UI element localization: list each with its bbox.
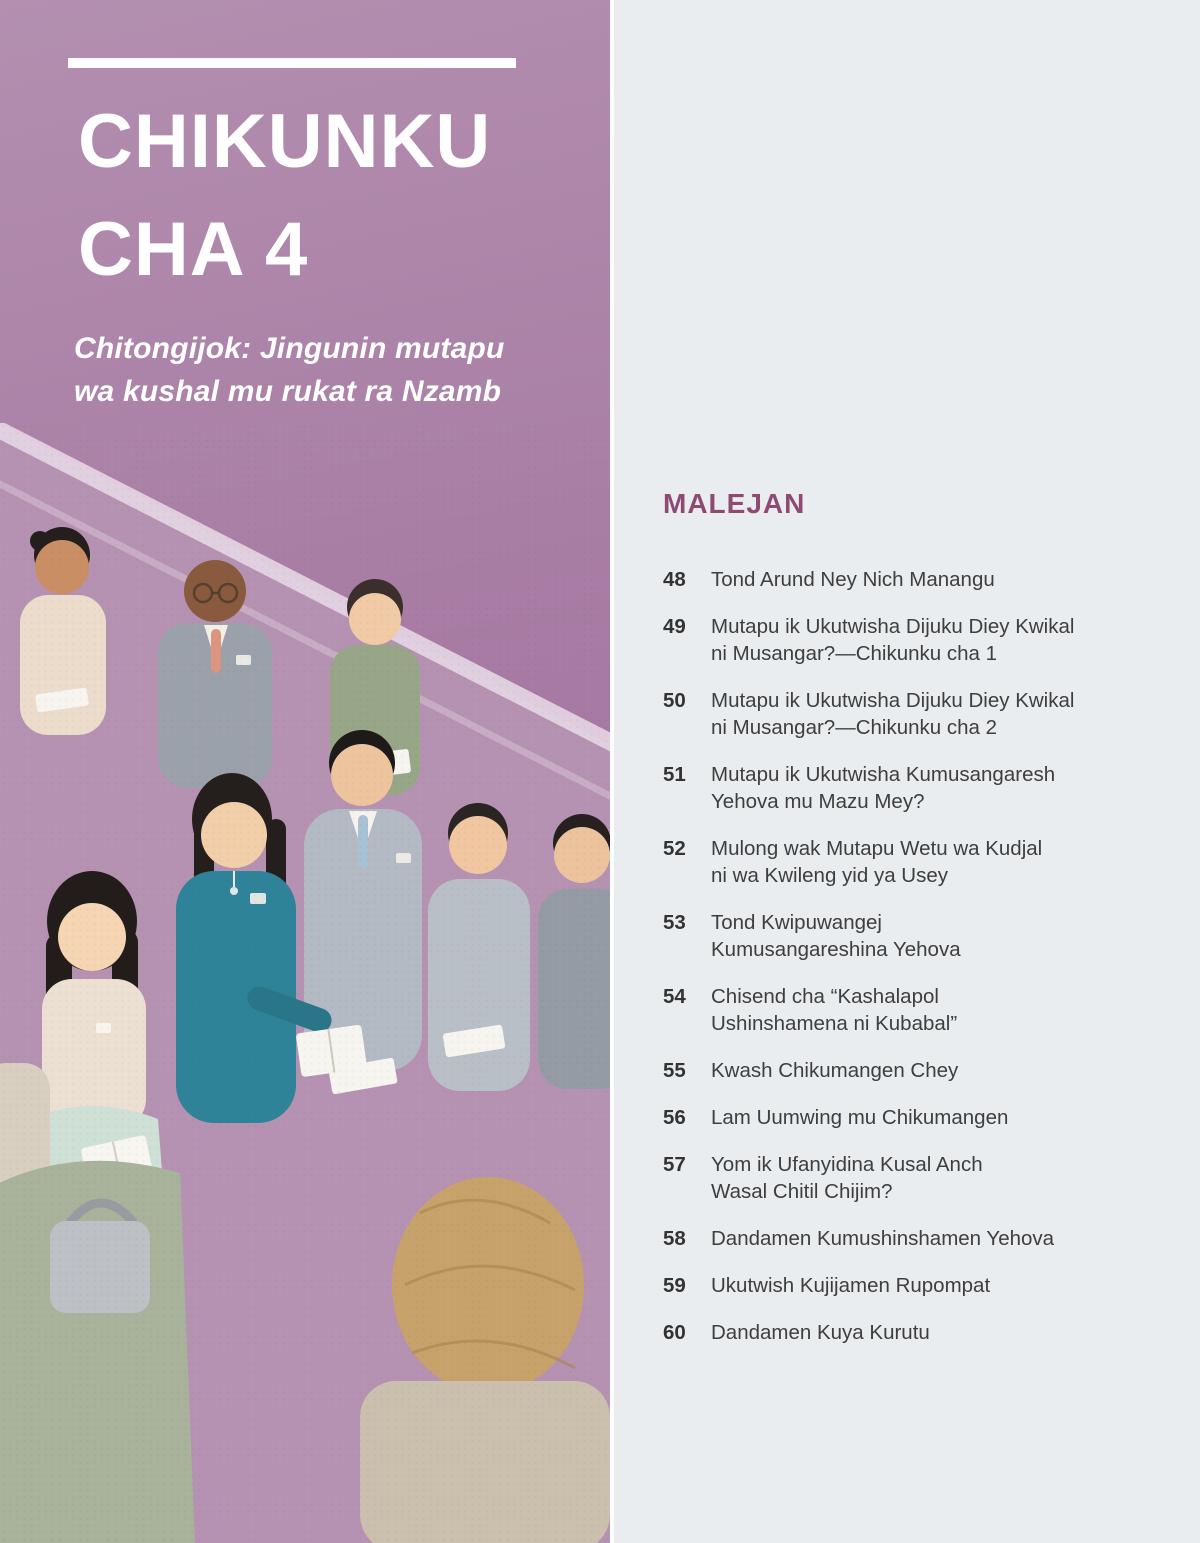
section-title-line2: CHA 4	[78, 206, 309, 292]
table-of-contents	[614, 0, 1200, 1346]
toc-item[interactable]	[663, 566, 1164, 593]
toc-item-title: Dandamen Kuya Kurutu	[711, 1321, 930, 1344]
toc-item-title: Chisend cha “Kashalapol Ushinshamena ni Kubabal”	[711, 985, 958, 1035]
section-subtitle-line1: Chitongijok: Jingunin mutapu	[74, 332, 505, 365]
toc-item-number: 51	[663, 763, 686, 786]
toc-item-number: 57	[663, 1153, 686, 1176]
toc-item-number: 59	[663, 1274, 686, 1297]
toc-item-title: Dandamen Kumushinshamen Yehova	[711, 1227, 1055, 1250]
toc-item-number: 56	[663, 1106, 686, 1129]
toc-item-number: 50	[663, 689, 686, 712]
toc-item[interactable]	[663, 1319, 1164, 1346]
toc-item-number: 53	[663, 911, 686, 934]
toc-item-title: Yom ik Ufanyidina Kusal Anch Wasal Chitil Chijim?	[711, 1153, 983, 1203]
toc-item-number: 55	[663, 1059, 686, 1082]
toc-item-title: Mutapu ik Ukutwisha Dijuku Diey Kwikal ni Musangar?—Chikunku cha 2	[711, 689, 1075, 739]
toc-item-title: Kwash Chikumangen Chey	[711, 1059, 959, 1082]
toc-item-number: 49	[663, 615, 686, 638]
toc-item[interactable]	[663, 1057, 1164, 1084]
toc-item[interactable]	[663, 835, 1164, 889]
toc-item[interactable]	[663, 1104, 1164, 1131]
toc-item-number: 58	[663, 1227, 686, 1250]
toc-item-title: Mutapu ik Ukutwisha Kumusangaresh Yehova mu Mazu Mey?	[711, 763, 1056, 813]
toc-item[interactable]	[663, 761, 1164, 815]
congregation-illustration	[0, 423, 610, 1543]
toc-item-title: Mutapu ik Ukutwisha Dijuku Diey Kwikal ni Musangar?—Chikunku cha 1	[711, 615, 1075, 665]
toc-item[interactable]	[663, 909, 1164, 963]
contents-panel	[610, 0, 1200, 1543]
toc-item[interactable]	[663, 1272, 1164, 1299]
toc-item-title: Tond Kwipuwangej Kumusangareshina Yehova	[711, 911, 961, 961]
toc-item-number: 54	[663, 985, 686, 1008]
section-subtitle-line2: wa kushal mu rukat ra Nzamb	[74, 374, 502, 408]
toc-list	[663, 566, 1164, 1346]
section-title	[78, 88, 491, 304]
toc-item-number: 48	[663, 568, 686, 591]
section-subtitle	[74, 328, 505, 413]
section-title-line1: CHIKUNKU	[78, 99, 492, 184]
toc-item[interactable]	[663, 613, 1164, 667]
toc-item-title: Tond Arund Ney Nich Manangu	[711, 568, 995, 591]
toc-item[interactable]	[663, 1225, 1164, 1252]
contents-heading: MALEJAN	[663, 488, 806, 519]
toc-item-number: 52	[663, 837, 686, 860]
toc-item[interactable]	[663, 983, 1164, 1037]
toc-item-title: Mulong wak Mutapu Wetu wa Kudjal ni wa Kwileng yid ya Usey	[711, 837, 1043, 887]
toc-item[interactable]	[663, 687, 1164, 741]
title-rule	[68, 58, 516, 68]
toc-item[interactable]	[663, 1151, 1164, 1205]
toc-item-number: 60	[663, 1321, 686, 1344]
toc-item-title: Ukutwish Kujijamen Rupompat	[711, 1274, 991, 1297]
toc-item-title: Lam Uumwing mu Chikumangen	[711, 1106, 1009, 1129]
